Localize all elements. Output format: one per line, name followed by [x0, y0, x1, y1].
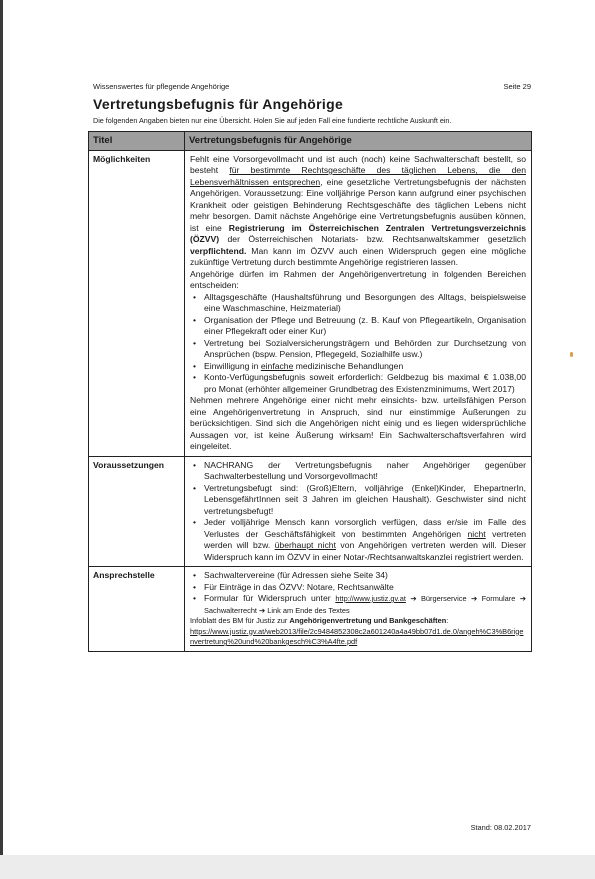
- infoblatt-url-link[interactable]: https://www.justiz.gv.at/web2013/file/2c9484852308c2a601240a4a49bb07d1.de.0/angeh%C3%B6rigenvertretung%20und%20bankgesch%C3%A4fte.pdf: [190, 626, 524, 646]
- list-item: • Sachwaltervereine (für Adressen siehe Seite 34): [204, 570, 526, 582]
- paragraph: [190, 154, 526, 269]
- row-label-moeglichkeiten: Möglichkeiten: [89, 151, 185, 456]
- row-content-voraussetzungen: [185, 457, 531, 567]
- bold-text: verpflichtend.: [190, 245, 247, 256]
- row-label-ansprechstelle: Ansprechstelle: [89, 567, 185, 651]
- table-row: [89, 456, 531, 567]
- header-cell-title: Titel: [89, 132, 185, 150]
- text-span: Man kann im ÖZVV auch einen Widerspruch gegen eine mögliche zukünftige Vertretung durch bestimmte Angehörige registrieren lassen.: [190, 245, 526, 267]
- text-span: , eine gesetzliche Vertretungsbefugnis der nächsten Angehörigen. Voraussetzung: Eine volljährige Person kann aufgrund einer psychischen Krankheit oder geistigen Behinderung Rechtsgeschäfte des täglichen Lebens nicht mehr besorgen. Damit nächste Angehörige eine Vertretungsbefugnis ausüben können, ist eine: [190, 176, 526, 233]
- text-span: Infoblatt des BM für Justiz zur: [190, 616, 290, 625]
- text-span: Fehlt eine Vorsorgevollmacht und ist auch (noch) keine Sachwalterschaft bestellt, so besteht: [190, 153, 526, 175]
- row-content-ansprechstelle: [185, 567, 531, 651]
- header-cell-topic: Vertretungsbefugnis für Angehörige: [189, 135, 352, 146]
- underlined-text: nicht: [467, 528, 486, 539]
- text-span: vertreten werden will bzw.: [204, 528, 527, 550]
- page-title: Vertretungsbefugnis für Angehörige: [93, 96, 344, 112]
- table-row: [89, 566, 531, 651]
- list-item: [204, 361, 526, 373]
- list-item: [204, 593, 526, 616]
- list-item: [204, 517, 526, 563]
- table-header-row: [89, 132, 531, 150]
- bullet-list: [190, 292, 526, 396]
- scan-edge-left: [0, 0, 3, 879]
- text-span: ➔ Bürgerservice ➔ Formulare ➔ Sachwalterrecht ➔ Link am Ende des Textes: [204, 594, 526, 615]
- row-label-voraussetzungen: Voraussetzungen: [89, 457, 185, 567]
- info-table: [88, 131, 532, 652]
- paragraph: Angehörige dürfen im Rahmen der Angehörigenvertretung in folgenden Bereichen entscheiden:: [190, 268, 526, 290]
- list-item: • Konto-Verfügungsbefugnis soweit erforderlich: Geldbezug bis maximal € 1.038,00 pro Monat (erhöhter allgemeiner Grundbetrag des Existenzminimums, Wert 2017): [204, 372, 526, 395]
- bullet-list: [190, 570, 526, 616]
- infoblatt-line: [190, 616, 526, 627]
- row-content-moeglichkeiten: [185, 151, 531, 456]
- list-item: • Organisation der Pflege und Betreuung (z. B. Kauf von Pflegeartikeln, Organisation einer Pflegekraft oder einer Kur): [204, 315, 526, 338]
- list-item: • Alltagsgeschäfte (Haushaltsführung und Besorgungen des Alltags, beispielsweise eine Waschmaschine, Heizmaterial): [204, 292, 526, 315]
- text-span: Einwilligung in: [204, 360, 261, 371]
- table-row: [89, 150, 531, 456]
- date-stamp: Stand: 08.02.2017: [470, 823, 531, 832]
- scan-speck: [570, 352, 573, 357]
- underlined-text: einfache: [260, 360, 294, 371]
- paragraph: Nehmen mehrere Angehörige einer nicht mehr einsichts- bzw. urteilsfähigen Person eine Angehörigenvertretung in Anspruch, sind nur einstimmige Äußerungen zu berücksichtigen. Sind sich die Angehörigen nicht einig und es liegen widersprüchliche Aussagen vor, ist keine Äußerung wirksam! Ein Sachwalterschaftsverfahren wird eingeleitet.: [190, 395, 526, 451]
- list-item: • Vertretung bei Sozialversicherungsträgern und Behörden zur Durchsetzung von Ansprüchen (bspw. Pension, Pflegegeld, Sozialhilfe usw.): [204, 338, 526, 361]
- running-header: Wissenswertes für pflegende Angehörige: [93, 82, 230, 91]
- list-item: • Für Einträge in das ÖZVV: Notare, Rechtsanwälte: [204, 582, 526, 594]
- text-span: Formular für Widerspruch unter: [204, 593, 336, 603]
- bullet-list: [190, 460, 526, 564]
- text-span: der Österreichischen Notariats- bzw. Rechtsanwaltskammer gesetzlich: [219, 234, 526, 244]
- underlined-text: für bestimmte Rechtsgeschäfte des täglichen Lebens, die den Lebensverhältnissen entsprechen: [190, 165, 526, 187]
- page-subtitle: Die folgenden Angaben bieten nur eine Übersicht. Holen Sie auf jeden Fall eine fundierte rechtliche Auskunft ein.: [93, 116, 452, 125]
- list-item: • Vertretungsbefugt sind: (Groß)Eltern, volljährige (Enkel)Kinder, EhepartnerIn, LebensgefährtInnen seit 3 Jahren im gleichen Haushalt). Geschwister sind nicht vertretungsbefugt!: [204, 483, 526, 518]
- underlined-text: überhaupt nicht: [274, 540, 336, 550]
- scan-edge-bottom: [0, 855, 595, 879]
- list-item: • NACHRANG der Vertretungsbefugnis naher Angehöriger gegenüber Sachwalterbestellung und Vorsorgevollmacht!: [204, 460, 526, 483]
- page-number: Seite 29: [503, 82, 531, 91]
- justiz-link[interactable]: http://www.justiz.gv.at: [335, 594, 406, 603]
- paragraph: [190, 627, 526, 648]
- bold-text: Angehörigenvertretung und Bankgeschäften: [289, 616, 447, 625]
- text-span: medizinische Behandlungen: [293, 360, 404, 371]
- text-span: :: [446, 616, 449, 625]
- bold-text: Registrierung im Österreichischen Zentralen Vertretungsverzeichnis (ÖZVV): [190, 222, 526, 244]
- text-span: von Angehörigen vertreten werden will. Dieser Widerspruch kann im ÖZVV in einer Notar-/Rechtsanwaltskanzlei registriert werden.: [204, 540, 527, 562]
- text-span: Jeder volljährige Mensch kann vorsorglich verfügen, dass er/sie im Falle des Verlustes der Geschäftsfähigkeit von bestimmten Angehörigen: [204, 517, 526, 539]
